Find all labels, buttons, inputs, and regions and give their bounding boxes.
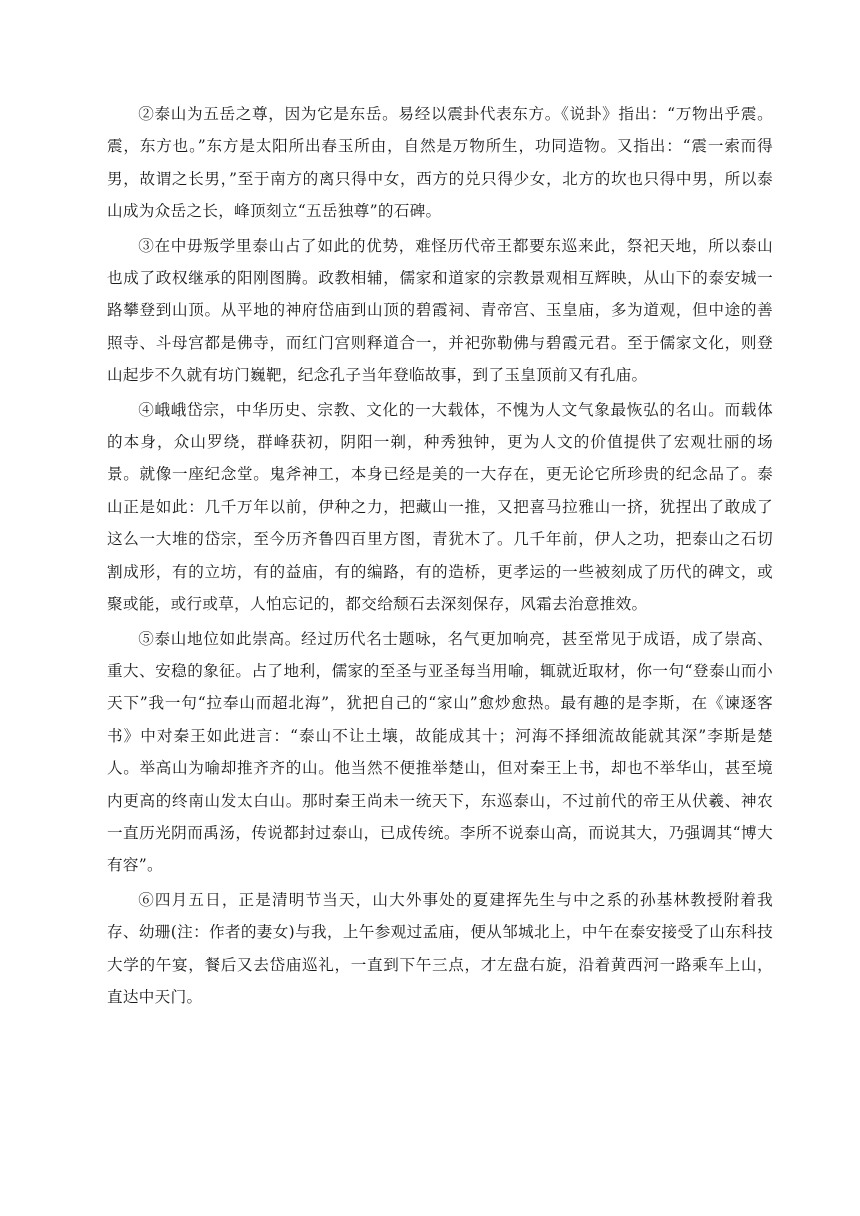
document-body (107, 98, 773, 1015)
paragraph-5: ⑤泰山地位如此崇高。经过历代名士题咏，名气更加响亮，甚至常见于成语，成了崇高、重大、安稳的象征。占了地利，儒家的至圣与亚圣每当用喻，辄就近取材，你一句“登泰山而小天下”我一句“拉奉山而超北海”，犹把自己的“家山”愈炒愈热。最有趣的是李斯，在《谏逐客书》中对秦王如此进言：“泰山不让土壤，故能成其十；河海不择细流故能就其深”李斯是楚人。举高山为喻却推齐齐的山。他当然不便推举楚山，但对秦王上书，却也不举华山，甚至境内更高的终南山发太白山。那时秦王尚未一统天下，东巡泰山，不过前代的帝王从伏羲、神农一直历光阴而禹汤，传说都封过泰山，已成传统。李所不说泰山高，而说其大，乃强调其“博大有容”。 (107, 629, 773, 875)
paragraph-4: ④峨峨岱宗，中华历史、宗教、文化的一大载体，不愧为人文气象最恢弘的名山。而载体的本身，众山罗绕，群峰获初，阴阳一剃，种秀独钟，更为人文的价值提供了宏观壮丽的场景。就像一座纪念堂。鬼斧神工，本身已经是美的一大存在，更无论它所珍贵的纪念品了。泰山正是如此：几千万年以前，伊种之力，把藏山一推，又把喜马拉雅山一挤，犹捏出了敢成了这么一大堆的岱宗，至今历齐鲁四百里方图，青犹木了。几千年前，伊人之功，把泰山之石切割成形，有的立坊，有的益庙，有的编路，有的造桥，更孝运的一些被刻成了历代的碑文，或聚或能，或行或草，人怕忘记的，都交给颓石去深刻保存，风霜去治意推效。 (107, 400, 773, 614)
paragraph-2: ②泰山为五岳之尊，因为它是东岳。易经以震卦代表东方。《说卦》指出：“万物出乎震。震，东方也。”东方是太阳所出春玉所由，自然是万物所生，功同造物。又指出：“震一索而得男，故谓之长男，”至于南方的离只得中女，西方的兑只得少女，北方的坎也只得中男，所以泰山成为众岳之长，峰顶刻立“五岳独尊”的石碑。 (107, 105, 773, 221)
paragraph-3: ③在中毋叛学里泰山占了如此的优势，难怪历代帝王都要东巡来此，祭祀天地，所以泰山也成了政权继承的阳刚图腾。政教相辅，儒家和道家的宗教景观相互辉映，从山下的泰安城一路攀登到山顶。从平地的神府岱庙到山顶的碧霞祠、青帝宫、玉皇庙，多为道观，但中途的善照寺、斗母宫都是佛寺，而红门宫则释道合一，并祀弥勒佛与碧霞元君。至于儒家文化，则登山起步不久就有坊门巍靶，纪念孔子当年登临故事，到了玉皇顶前又有孔庙。 (107, 236, 773, 385)
paragraph-6: ⑥四月五日，正是清明节当天，山大外事处的夏建挥先生与中之系的孙基林教授附着我存、幼珊(注：作者的妻女)与我，上午参观过孟庙，便从邹城北上，中午在泰安接受了山东科技大学的午宴，餐后又去岱庙巡礼，一直到下午三点，才左盘右旋，沿着黄西河一路乘车上山，直达中天门。 (107, 890, 773, 1006)
